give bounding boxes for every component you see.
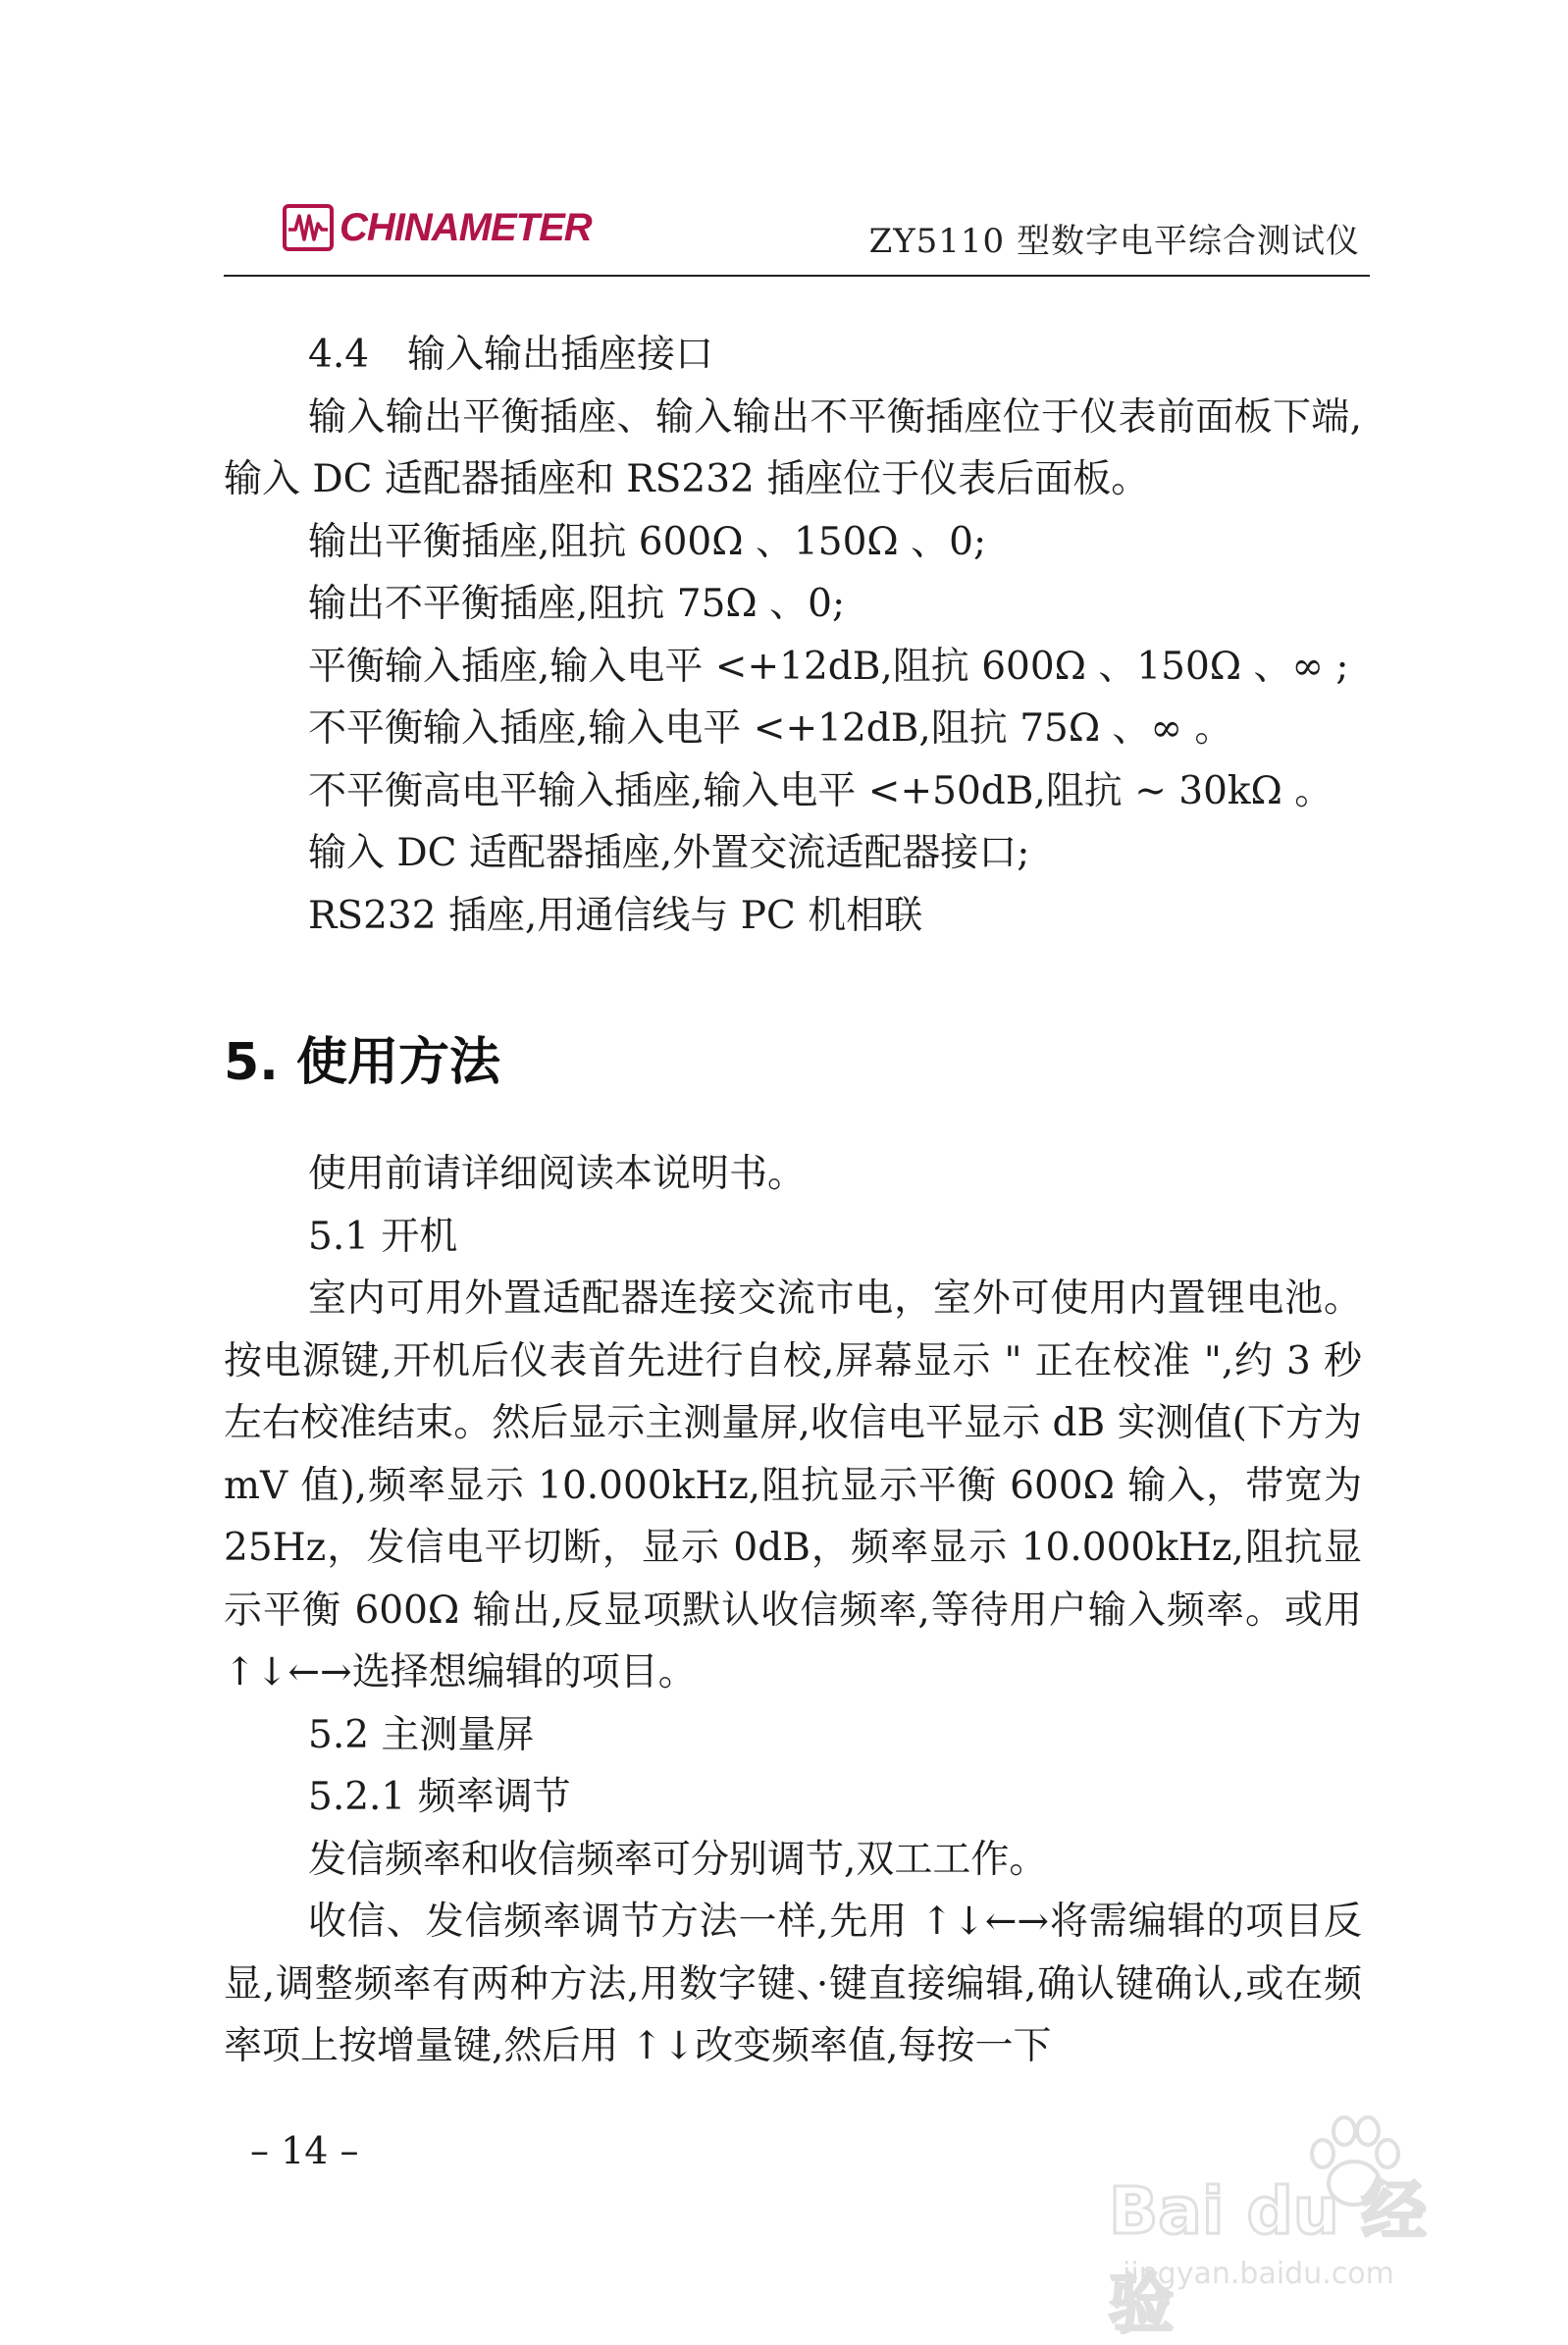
section-5-2-1-para-1: 发信频率和收信频率可分别调节,双工工作。 (308, 1837, 1048, 1882)
list-item: 平衡输入插座,输入电平 <+12dB,阻抗 600Ω 、150Ω 、∞ ; (308, 644, 1349, 689)
section-4-4 (224, 324, 1362, 947)
list-item: 不平衡高电平输入插座,输入电平 <+50dB,阻抗 ~ 30kΩ 。 (308, 768, 1333, 813)
list-item: 输出平衡插座,阻抗 600Ω 、150Ω 、0; (308, 519, 987, 564)
section-heading-5-2-1: 5.2.1 频率调节 (308, 1775, 571, 1819)
list-item: 输出不平衡插座,阻抗 75Ω 、0; (308, 582, 846, 626)
list-item: RS232 插座,用通信线与 PC 机相联 (308, 893, 923, 938)
list-item: 不平衡输入插座,输入电平 <+12dB,阻抗 75Ω 、∞ 。 (308, 706, 1233, 751)
section-title-5: 5. 使用方法 (224, 1033, 501, 1092)
header-divider (224, 275, 1370, 277)
section-5-intro: 使用前请详细阅读本说明书。 (308, 1152, 807, 1196)
section-4-4-intro: 输入输出平衡插座、输入输出不平衡插座位于仪表前面板下端,输入 DC 适配器插座和 RS232 插座位于仪表后面板。 (224, 394, 1362, 501)
watermark-url: jingyan.baidu.com (1123, 2257, 1394, 2291)
page-header (224, 196, 1370, 275)
chinameter-logo (283, 204, 592, 251)
list-item: 输入 DC 适配器插座,外置交流适配器接口; (308, 831, 1030, 875)
waveform-logo-icon (283, 204, 334, 251)
section-heading-5-2: 5.2 主测量屏 (308, 1712, 535, 1757)
baidu-watermark (1109, 2119, 1482, 2342)
section-5-body (224, 1143, 1362, 2078)
logo-wordmark: CHINAMETER (340, 205, 592, 249)
header-title: ZY5110 型数字电平综合测试仪 (868, 222, 1360, 261)
section-5-2-1-para-2: 收信、发信频率调节方法一样,先用 ↑↓←→将需编辑的项目反显,调整频率有两种方法,用数字键、·键直接编辑,确认键确认,或在频率项上按增量键,然后用 ↑↓改变频率值,每按一下 (224, 1900, 1362, 2068)
section-heading-5-1: 5.1 开机 (308, 1214, 458, 1259)
page-number: – 14 – (250, 2129, 359, 2172)
section-heading-4-4: 4.4 输入输出插座接口 (308, 333, 714, 377)
section-5-1-body: 室内可用外置适配器连接交流市电，室外可使用内置锂电池。按电源键,开机后仪表首先进行自校,屏幕显示 " 正在校准 ",约 3 秒左右校准结束。然后显示主测量屏,收信电平显示 dB 实测值(下方为 mV 值),频率显示 10.000kHz,阻抗显示平衡 600Ω 输入，带宽为 25Hz，发信电平切断，显示 0dB，频率显示 10.000kHz,阻抗显示平衡 600Ω 输出,反显项默认收信频率,等待用户输入频率。或用↑↓←→选择想编辑的项目。 (224, 1277, 1362, 1694)
watermark-brand: Bai du 经验 (1109, 2173, 1427, 2342)
